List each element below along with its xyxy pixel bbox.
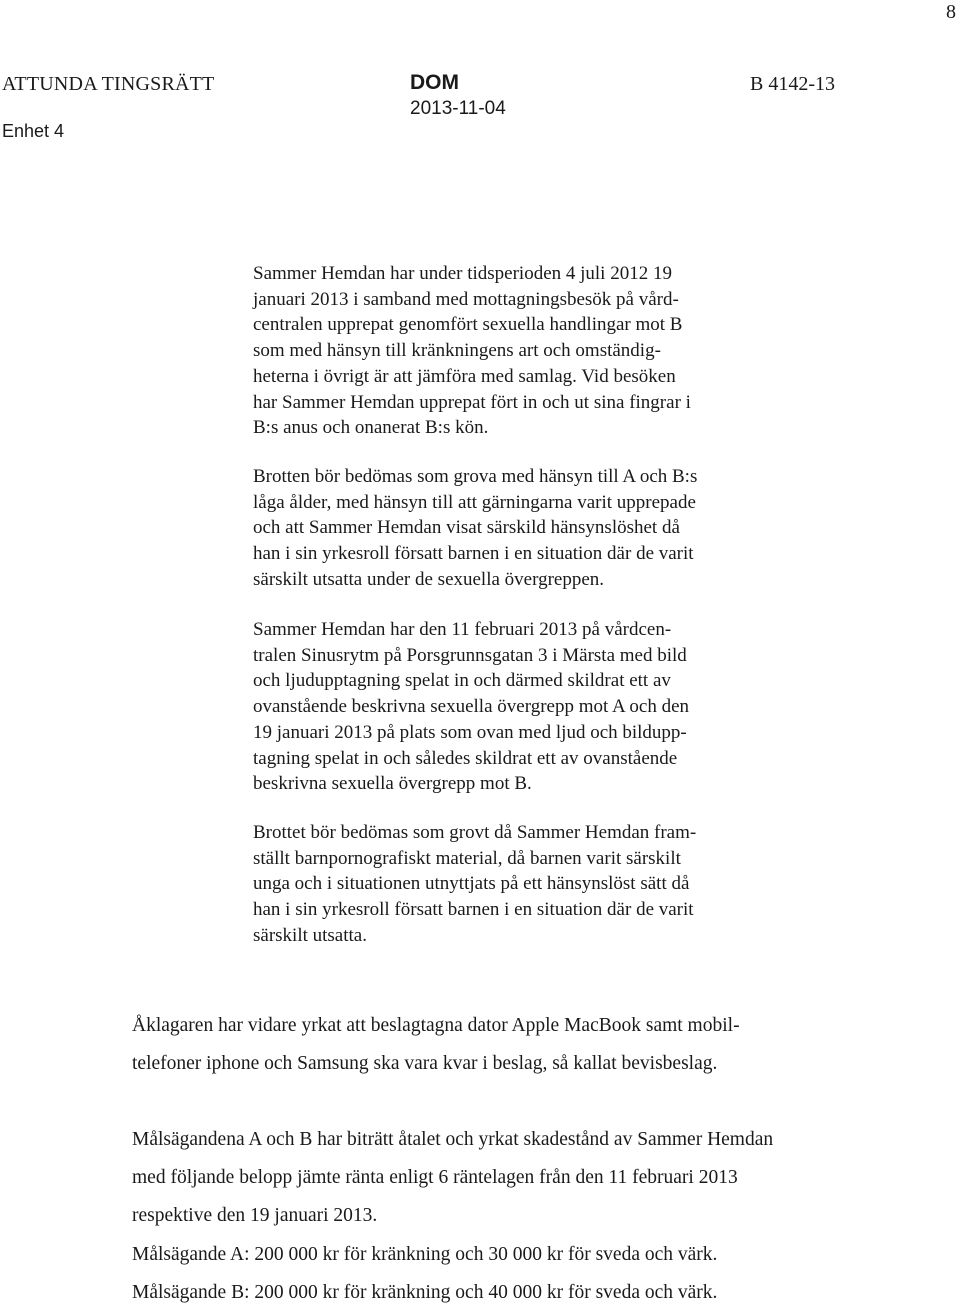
text-line: telefoner iphone och Samsung ska vara kvar i beslag, så kallat bevisbeslag. bbox=[132, 1053, 718, 1074]
text-line: heterna i övrigt är att jämföra med samlag. Vid besöken bbox=[253, 365, 676, 387]
claim-a: Målsägande A: 200 000 kr för kränkning och 30 000 kr för sveda och värk. bbox=[132, 1244, 718, 1265]
damages-paragraph bbox=[132, 1121, 773, 1235]
case-number: B 4142-13 bbox=[750, 73, 835, 95]
document-date: 2013-11-04 bbox=[410, 98, 506, 119]
text-line: beskrivna sexuella övergrepp mot B. bbox=[253, 773, 532, 795]
text-line: Åklagaren har vidare yrkat att beslagtagna dator Apple MacBook samt mobil- bbox=[132, 1015, 740, 1036]
text-line: tagning spelat in och således skildrat ett av ovanstående bbox=[253, 747, 678, 769]
text-line: han i sin yrkesroll försatt barnen i en situation där de varit bbox=[253, 899, 694, 921]
text-line: Sammer Hemdan har under tidsperioden 4 juli 2012 19 bbox=[253, 263, 672, 284]
charge-paragraph-1 bbox=[253, 261, 813, 441]
text-line: och ljudupptagning spelat in och därmed skildrat ett av bbox=[253, 670, 671, 692]
text-line: ovanstående beskrivna sexuella övergrepp mot A och den bbox=[253, 696, 689, 718]
text-line: han i sin yrkesroll försatt barnen i en situation där de varit bbox=[253, 543, 694, 565]
text-line: med följande belopp jämte ränta enligt 6 räntelagen från den 11 februari 2013 bbox=[132, 1167, 738, 1188]
text-line: Brottet bör bedömas som grovt då Sammer Hemdan fram- bbox=[253, 822, 697, 843]
text-line: centralen upprepat genomfört sexuella handlingar mot B bbox=[253, 314, 683, 336]
seizure-paragraph bbox=[132, 1007, 740, 1083]
text-line: låga ålder, med hänsyn till att gärningarna varit upprepade bbox=[253, 491, 696, 513]
text-line: 19 januari 2013 på plats som ovan med ljud och bildupp- bbox=[253, 721, 687, 743]
page-number: 8 bbox=[946, 1, 956, 23]
text-line: Sammer Hemdan har den 11 februari 2013 på vårdcen- bbox=[253, 619, 672, 640]
charge-paragraph-4 bbox=[253, 820, 813, 949]
text-line: särskilt utsatta under de sexuella övergreppen. bbox=[253, 568, 605, 590]
charge-paragraph-3 bbox=[253, 617, 813, 797]
text-line: särskilt utsatta. bbox=[253, 924, 367, 946]
court-name: ATTUNDA TINGSRÄTT bbox=[2, 73, 215, 95]
text-line: Brotten bör bedömas som grova med hänsyn till A och B:s bbox=[253, 466, 698, 487]
text-line: respektive den 19 januari 2013. bbox=[132, 1205, 378, 1226]
text-line: har Sammer Hemdan upprepat fört in och ut sina fingrar i bbox=[253, 391, 691, 413]
text-line: tralen Sinusrytm på Porsgrunnsgatan 3 i Märsta med bild bbox=[253, 644, 687, 666]
text-line: januari 2013 i samband med mottagningsbesök på vård- bbox=[253, 288, 679, 310]
text-line: som med hänsyn till kränkningens art och omständig- bbox=[253, 340, 661, 362]
document-type: DOM bbox=[410, 71, 459, 94]
claim-b: Målsägande B: 200 000 kr för kränkning och 40 000 kr för sveda och värk. bbox=[132, 1282, 718, 1303]
text-line: ställt barnpornografiskt material, då barnen varit särskilt bbox=[253, 847, 681, 869]
court-unit: Enhet 4 bbox=[2, 121, 65, 141]
text-line: och att Sammer Hemdan visat särskild hänsynslöshet då bbox=[253, 517, 680, 539]
text-line: B:s anus och onanerat B:s kön. bbox=[253, 417, 489, 439]
text-line: unga och i situationen utnyttjats på ett hänsynslöst sätt då bbox=[253, 873, 690, 895]
text-line: Målsägandena A och B har biträtt åtalet och yrkat skadestånd av Sammer Hemdan bbox=[132, 1129, 774, 1150]
charge-paragraph-2 bbox=[253, 464, 813, 593]
